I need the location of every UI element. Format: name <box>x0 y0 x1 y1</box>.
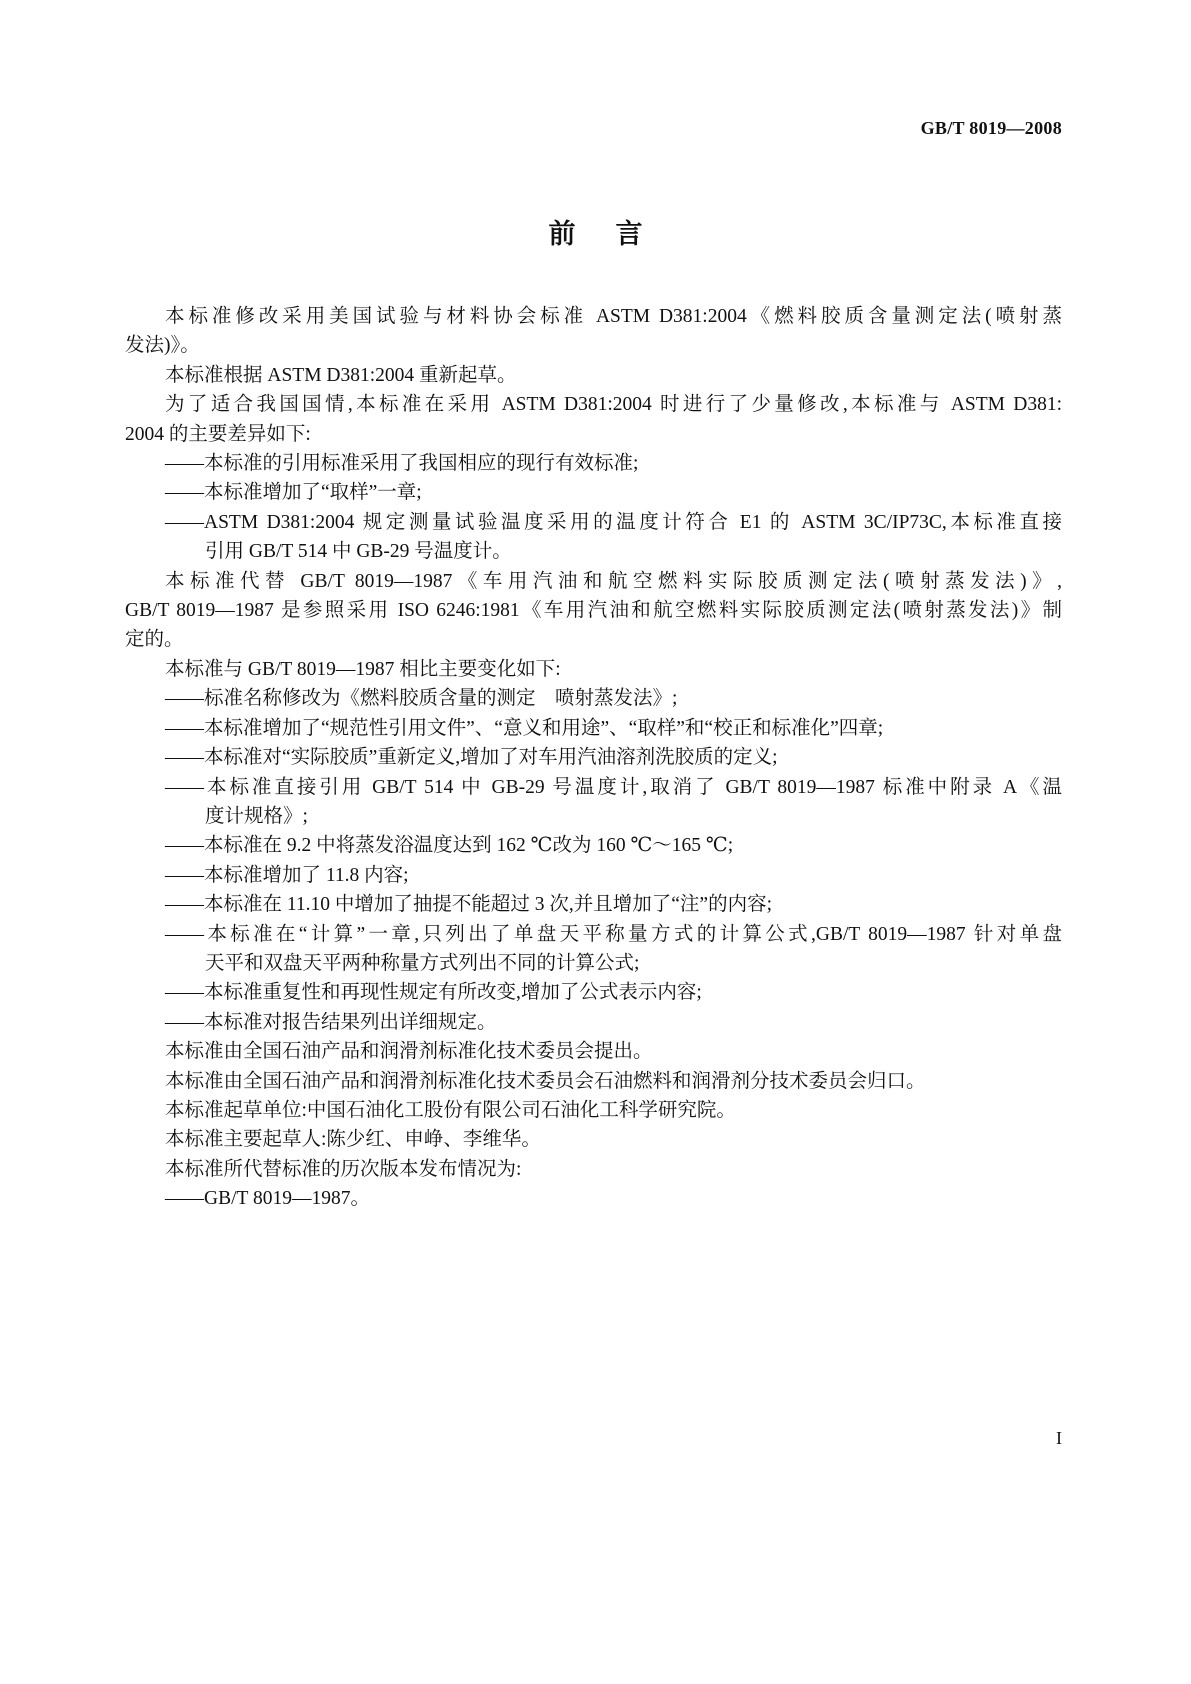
list-item-continuation: 天平和双盘天平两种称量方式列出不同的计算公式; <box>205 952 640 974</box>
paragraph-line: 本标准代替 GB/T 8019—1987《车用汽油和航空燃料实际胶质测定法(喷射蒸发法)》, <box>165 570 1062 592</box>
list-item-continuation: 引用 GB/T 514 中 GB-29 号温度计。 <box>205 541 512 563</box>
paragraph-line: 本标准由全国石油产品和润滑剂标准化技术委员会提出。 <box>165 1041 653 1063</box>
document-body <box>125 302 1062 1214</box>
list-item: ——本标准在 9.2 中将蒸发浴温度达到 162 ℃改为 160 ℃～165 ℃; <box>165 835 734 857</box>
list-item: ——本标准增加了“规范性引用文件”、“意义和用途”、“取样”和“校正和标准化”四章; <box>165 717 884 739</box>
paragraph-line: 定的。 <box>125 629 184 651</box>
list-item: ——ASTM D381:2004 规定测量试验温度采用的温度计符合 E1 的 ASTM 3C/IP73C,本标准直接 <box>165 511 1062 533</box>
list-item: ——本标准对报告结果列出详细规定。 <box>165 1011 497 1033</box>
list-item-continuation: 度计规格》; <box>205 805 308 827</box>
list-item: ——本标准增加了 11.8 内容; <box>165 864 409 886</box>
standard-code-header: GB/T 8019—2008 <box>920 118 1062 138</box>
paragraph-line: 本标准根据 ASTM D381:2004 重新起草。 <box>165 364 517 386</box>
paragraph-line: 为了适合我国国情,本标准在采用 ASTM D381:2004 时进行了少量修改,本标准与 ASTM D381: <box>165 394 1062 416</box>
list-item: ——本标准直接引用 GB/T 514 中 GB-29 号温度计,取消了 GB/T 8019—1987 标准中附录 A《温 <box>165 776 1062 798</box>
paragraph-line: 本标准由全国石油产品和润滑剂标准化技术委员会石油燃料和润滑剂分技术委员会归口。 <box>165 1070 926 1092</box>
paragraph-line: 本标准主要起草人:陈少红、申峥、李维华。 <box>165 1129 541 1151</box>
paragraph-line: 2004 的主要差异如下: <box>125 423 311 445</box>
list-item: ——本标准重复性和再现性规定有所改变,增加了公式表示内容; <box>165 982 702 1004</box>
page-title: 前言 <box>548 219 683 249</box>
paragraph-line: 本标准与 GB/T 8019—1987 相比主要变化如下: <box>165 658 561 680</box>
paragraph-line: 发法)》。 <box>125 335 200 357</box>
list-item: ——本标准的引用标准采用了我国相应的现行有效标准; <box>165 453 639 475</box>
list-item: ——标准名称修改为《燃料胶质含量的测定 喷射蒸发法》; <box>165 688 678 710</box>
paragraph-line: GB/T 8019—1987 是参照采用 ISO 6246:1981《车用汽油和航空燃料实际胶质测定法(喷射蒸发法)》制 <box>125 600 1062 622</box>
list-item: ——本标准在 11.10 中增加了抽提不能超过 3 次,并且增加了“注”的内容; <box>165 894 773 916</box>
list-item: ——本标准增加了“取样”一章; <box>165 482 422 504</box>
paragraph-line: 本标准修改采用美国试验与材料协会标准 ASTM D381:2004《燃料胶质含量测定法(喷射蒸 <box>165 306 1062 327</box>
paragraph-line: 本标准所代替标准的历次版本发布情况为: <box>165 1158 522 1180</box>
paragraph-line: 本标准起草单位:中国石油化工股份有限公司石油化工科学研究院。 <box>165 1099 736 1121</box>
list-item: ——本标准在“计算”一章,只列出了单盘天平称量方式的计算公式,GB/T 8019—1987 针对单盘 <box>165 923 1062 945</box>
list-item: ——GB/T 8019—1987。 <box>165 1188 370 1210</box>
list-item: ——本标准对“实际胶质”重新定义,增加了对车用汽油溶剂洗胶质的定义; <box>165 747 778 769</box>
page-number: I <box>1056 1428 1062 1448</box>
